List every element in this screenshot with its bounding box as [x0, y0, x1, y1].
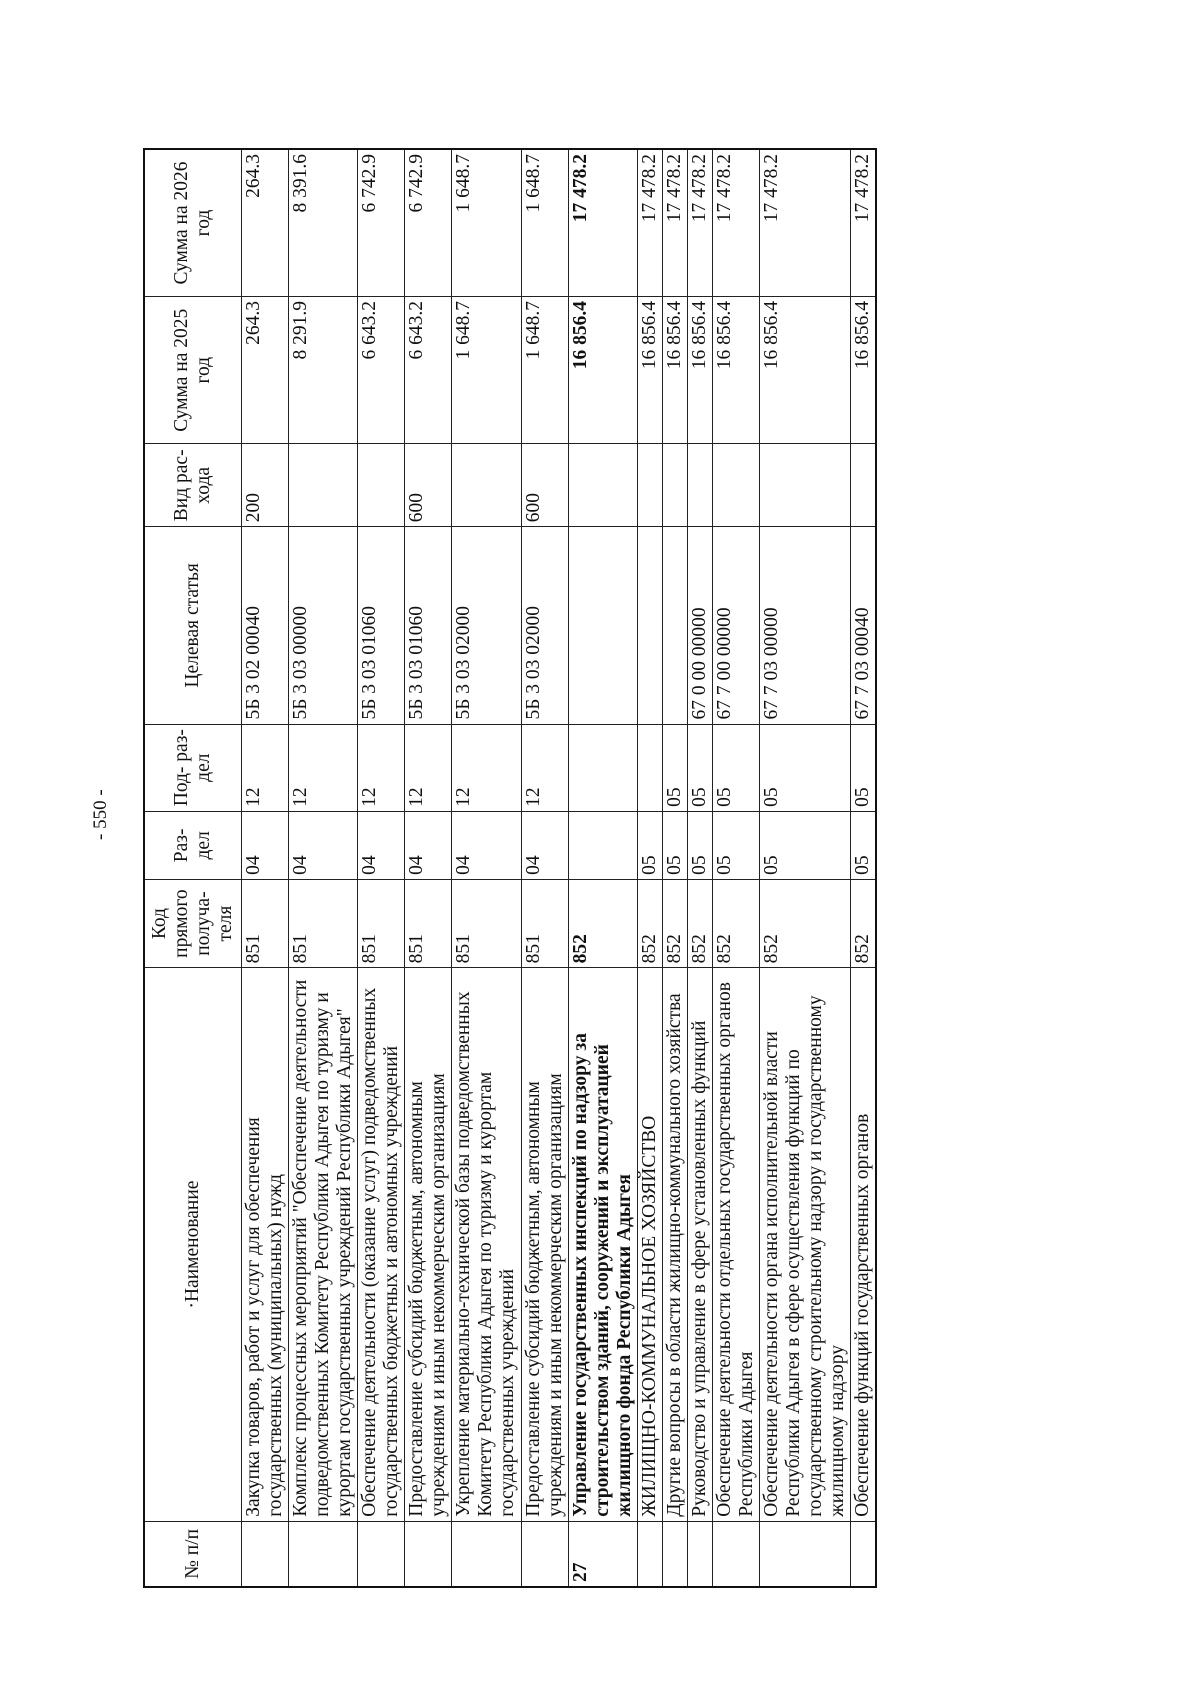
- cell-recipient-code: 851: [521, 879, 568, 967]
- cell-num: [637, 1521, 662, 1587]
- cell-name: Руководство и управление в сфере установленных функций: [687, 968, 712, 1521]
- cell-sum-2025: 16 856.4: [687, 297, 712, 444]
- cell-subsection: 12: [521, 724, 568, 811]
- cell-sum-2025: 1 648.7: [521, 297, 568, 444]
- cell-sum-2026: 17 478.2: [687, 149, 712, 297]
- cell-name: Обеспечение деятельности отдельных государственных органов Республики Адыгея: [712, 968, 759, 1521]
- cell-expense-type: 600: [521, 444, 568, 527]
- cell-section: 05: [687, 811, 712, 879]
- cell-expense-type: [568, 444, 637, 527]
- cell-target-article: 5Б 3 03 02000: [521, 527, 568, 724]
- header-name: ·Наименование: [144, 968, 242, 1521]
- cell-target-article: 67 0 00 00000: [687, 527, 712, 724]
- cell-name: Комплекс процессных мероприятий "Обеспечение деятельности подведомственных Комитету Республики Адыгея по туризму и курортам государственных учреждений Республики Адыгея": [289, 968, 358, 1521]
- budget-table: [143, 148, 877, 1588]
- cell-expense-type: [637, 444, 662, 527]
- table-row: [662, 149, 687, 1587]
- cell-expense-type: [687, 444, 712, 527]
- cell-recipient-code: 851: [289, 879, 358, 967]
- header-section: Раз- дел: [144, 811, 242, 879]
- cell-expense-type: [759, 444, 850, 527]
- cell-subsection: 12: [358, 724, 405, 811]
- page-number: - 550 -: [90, 789, 111, 840]
- cell-target-article: 5Б 3 03 00000: [289, 527, 358, 724]
- header-row: [144, 149, 242, 1587]
- header-target-article: Целевая статья: [144, 527, 242, 724]
- cell-recipient-code: 852: [568, 879, 637, 967]
- cell-sum-2025: 16 856.4: [712, 297, 759, 444]
- cell-name: Обеспечение деятельности органа исполнительной власти Республики Адыгея в сфере осуществления функций по государственному строительному надзору и государственному жилищному надзору: [759, 968, 850, 1521]
- cell-sum-2025: 16 856.4: [568, 297, 637, 444]
- cell-sum-2026: 17 478.2: [712, 149, 759, 297]
- cell-target-article: 67 7 00 00000: [712, 527, 759, 724]
- cell-target-article: [662, 527, 687, 724]
- cell-target-article: 5Б 3 03 02000: [452, 527, 521, 724]
- cell-recipient-code: 852: [712, 879, 759, 967]
- table-body: [242, 149, 876, 1587]
- cell-sum-2025: 16 856.4: [759, 297, 850, 444]
- cell-expense-type: [850, 444, 876, 527]
- cell-subsection: [568, 724, 637, 811]
- cell-subsection: 05: [759, 724, 850, 811]
- cell-section: 04: [452, 811, 521, 879]
- cell-recipient-code: 851: [452, 879, 521, 967]
- table-row: [521, 149, 568, 1587]
- cell-sum-2026: 17 478.2: [637, 149, 662, 297]
- table-row: [637, 149, 662, 1587]
- cell-target-article: 67 7 03 00000: [759, 527, 850, 724]
- cell-section: 05: [637, 811, 662, 879]
- cell-sum-2025: 6 643.2: [405, 297, 452, 444]
- cell-subsection: 12: [242, 724, 289, 811]
- cell-sum-2025: 16 856.4: [662, 297, 687, 444]
- table-row: [712, 149, 759, 1587]
- header-expense-type: Вид рас- хода: [144, 444, 242, 527]
- cell-num: [850, 1521, 876, 1587]
- cell-num: [452, 1521, 521, 1587]
- cell-target-article: 67 7 03 00040: [850, 527, 876, 724]
- cell-recipient-code: 851: [358, 879, 405, 967]
- cell-target-article: 5Б 3 03 01060: [358, 527, 405, 724]
- cell-subsection: 05: [687, 724, 712, 811]
- cell-target-article: [637, 527, 662, 724]
- cell-section: 05: [759, 811, 850, 879]
- cell-expense-type: [662, 444, 687, 527]
- cell-sum-2026: 17 478.2: [850, 149, 876, 297]
- cell-num: [662, 1521, 687, 1587]
- cell-sum-2026: 1 648.7: [452, 149, 521, 297]
- cell-name: Закупка товаров, работ и услуг для обеспечения государственных (муниципальных) нужд: [242, 968, 289, 1521]
- cell-sum-2026: 6 742.9: [405, 149, 452, 297]
- header-sum-2026: Сумма на 2026 год: [144, 149, 242, 297]
- cell-expense-type: [289, 444, 358, 527]
- cell-section: 05: [662, 811, 687, 879]
- cell-num: [358, 1521, 405, 1587]
- cell-sum-2025: 6 643.2: [358, 297, 405, 444]
- cell-num: [712, 1521, 759, 1587]
- cell-target-article: 5Б 3 03 01060: [405, 527, 452, 724]
- cell-sum-2026: 1 648.7: [521, 149, 568, 297]
- cell-sum-2026: 17 478.2: [759, 149, 850, 297]
- cell-recipient-code: 852: [687, 879, 712, 967]
- cell-name: ЖИЛИЩНО-КОММУНАЛЬНОЕ ХОЗЯЙСТВО: [637, 968, 662, 1521]
- cell-sum-2025: 1 648.7: [452, 297, 521, 444]
- cell-sum-2026: 17 478.2: [568, 149, 637, 297]
- header-subsection: Под- раз- дел: [144, 724, 242, 811]
- header-recipient-code: Код прямого получа- теля: [144, 879, 242, 967]
- cell-recipient-code: 851: [242, 879, 289, 967]
- cell-name: Другие вопросы в области жилищно-коммунального хозяйства: [662, 968, 687, 1521]
- cell-num: [521, 1521, 568, 1587]
- cell-num: [405, 1521, 452, 1587]
- cell-subsection: 12: [452, 724, 521, 811]
- cell-expense-type: [358, 444, 405, 527]
- cell-num: [242, 1521, 289, 1587]
- cell-recipient-code: 852: [637, 879, 662, 967]
- cell-sum-2026: 6 742.9: [358, 149, 405, 297]
- header-sum-2025: Сумма на 2025 год: [144, 297, 242, 444]
- cell-expense-type: [452, 444, 521, 527]
- cell-subsection: 12: [289, 724, 358, 811]
- cell-section: 04: [289, 811, 358, 879]
- cell-subsection: 05: [662, 724, 687, 811]
- cell-recipient-code: 852: [662, 879, 687, 967]
- cell-expense-type: 200: [242, 444, 289, 527]
- cell-name: Предоставление субсидий бюджетным, автономным учреждениям и иным некоммерческим организациям: [521, 968, 568, 1521]
- cell-sum-2026: 17 478.2: [662, 149, 687, 297]
- table-row: [759, 149, 850, 1587]
- cell-recipient-code: 851: [405, 879, 452, 967]
- cell-sum-2026: 8 391.6: [289, 149, 358, 297]
- cell-subsection: 12: [405, 724, 452, 811]
- cell-target-article: [568, 527, 637, 724]
- cell-recipient-code: 852: [759, 879, 850, 967]
- cell-name: Обеспечение функций государственных органов: [850, 968, 876, 1521]
- cell-target-article: 5Б 3 02 00040: [242, 527, 289, 724]
- table-row: [405, 149, 452, 1587]
- cell-section: 04: [358, 811, 405, 879]
- table-row: [242, 149, 289, 1587]
- cell-expense-type: 600: [405, 444, 452, 527]
- table-row: [452, 149, 521, 1587]
- cell-section: 04: [242, 811, 289, 879]
- cell-name: Предоставление субсидий бюджетным, автономным учреждениям и иным некоммерческим организациям: [405, 968, 452, 1521]
- cell-num: [289, 1521, 358, 1587]
- cell-sum-2025: 8 291.9: [289, 297, 358, 444]
- cell-sum-2025: 264.3: [242, 297, 289, 444]
- cell-subsection: 05: [712, 724, 759, 811]
- table-row: [289, 149, 358, 1587]
- cell-section: 04: [405, 811, 452, 879]
- cell-section: 04: [521, 811, 568, 879]
- cell-subsection: [637, 724, 662, 811]
- cell-sum-2025: 16 856.4: [850, 297, 876, 444]
- cell-section: 05: [712, 811, 759, 879]
- header-num: № п/п: [144, 1521, 242, 1587]
- rotated-table-area: [143, 148, 1053, 1588]
- table-row: [687, 149, 712, 1587]
- table-row: [850, 149, 876, 1587]
- cell-sum-2026: 264.3: [242, 149, 289, 297]
- cell-num: [687, 1521, 712, 1587]
- cell-name: Обеспечение деятельности (оказание услуг) подведомственных государственных бюджетных и автономных учреждений: [358, 968, 405, 1521]
- cell-name: Управление государственных инспекций по надзору за строительством зданий, сооружений и эксплуатацией жилищного фонда Республики Адыгея: [568, 968, 637, 1521]
- cell-section: [568, 811, 637, 879]
- table-row: [568, 149, 637, 1587]
- cell-name: Укрепление материально-технической базы подведомственных Комитету Республики Адыгея по туризму и курортам государственных учреждений: [452, 968, 521, 1521]
- cell-sum-2025: 16 856.4: [637, 297, 662, 444]
- cell-section: 05: [850, 811, 876, 879]
- cell-expense-type: [712, 444, 759, 527]
- table-row: [358, 149, 405, 1587]
- cell-num: 27: [568, 1521, 637, 1587]
- cell-subsection: 05: [850, 724, 876, 811]
- cell-recipient-code: 852: [850, 879, 876, 967]
- cell-num: [759, 1521, 850, 1587]
